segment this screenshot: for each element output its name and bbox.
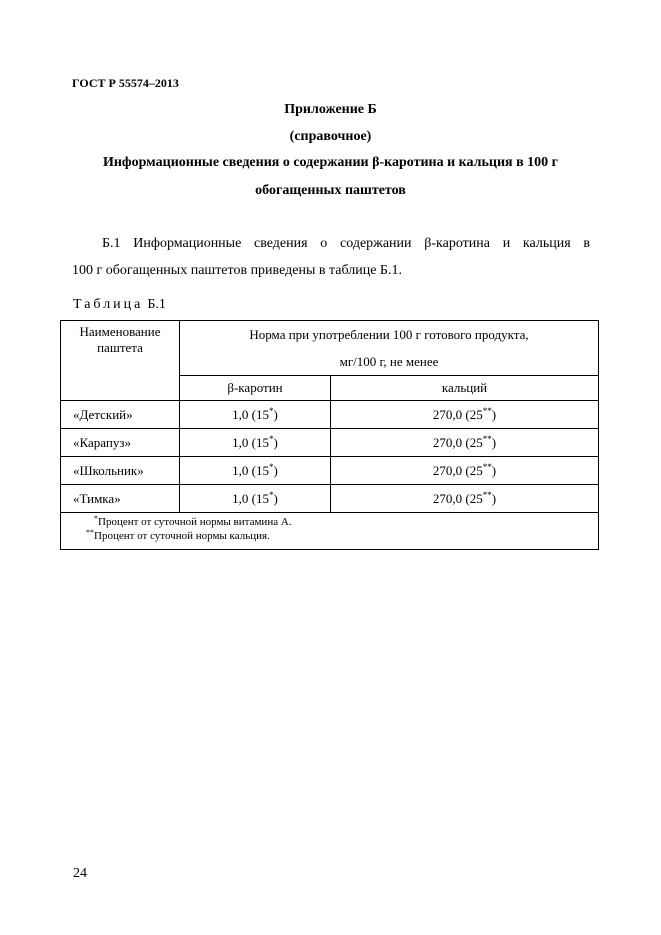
table-row xyxy=(61,457,599,485)
row-beta-value: 1,0 (15*) xyxy=(180,429,331,457)
appendix-type: (справочное) xyxy=(289,129,372,144)
footnote-vitamin-a: *Процент от суточной нормы витамина А. xyxy=(94,514,292,528)
row-calcium-value: 270,0 (25**) xyxy=(331,429,599,457)
row-calcium-value: 270,0 (25**) xyxy=(331,401,599,429)
row-beta-value: 1,0 (15*) xyxy=(180,457,331,485)
header-norm-line2: мг/100 г, не менее xyxy=(339,354,439,369)
page-number: 24 xyxy=(73,866,87,881)
appendix-title-line2: обогащенных паштетов xyxy=(255,183,406,198)
header-beta-carotene: β-каротин xyxy=(180,376,331,401)
header-norm-cell xyxy=(180,321,599,376)
header-calcium: кальций xyxy=(331,376,599,401)
row-name: «Карапуз» xyxy=(61,429,180,457)
appendix-label: Приложение Б xyxy=(284,102,377,117)
document-header: ГОСТ Р 55574–2013 xyxy=(72,76,179,90)
row-name: «Тимка» xyxy=(61,485,180,513)
table-caption xyxy=(73,297,166,313)
row-calcium-value: 270,0 (25**) xyxy=(331,485,599,513)
header-name-cell: Наименование паштета xyxy=(61,321,180,401)
row-beta-value: 1,0 (15*) xyxy=(180,401,331,429)
row-name: «Школьник» xyxy=(61,457,180,485)
paragraph-line1: Б.1 Информационные сведения о содержании β-каротина и кальция в xyxy=(102,236,590,251)
paragraph-line2: 100 г обогащенных паштетов приведены в таблице Б.1. xyxy=(72,263,402,278)
footnote-calcium: **Процент от суточной нормы кальция. xyxy=(86,528,270,542)
row-calcium-value: 270,0 (25**) xyxy=(331,457,599,485)
header-norm-line1: Норма при употреблении 100 г готового продукта, xyxy=(249,327,529,342)
table-footnotes xyxy=(61,513,599,550)
table-row xyxy=(61,429,599,457)
table-caption-number: Б.1 xyxy=(147,297,166,312)
table-row xyxy=(61,401,599,429)
table-row xyxy=(61,485,599,513)
row-name: «Детский» xyxy=(61,401,180,429)
row-beta-value: 1,0 (15*) xyxy=(180,485,331,513)
data-table xyxy=(60,320,599,550)
table-caption-word: Таблица xyxy=(73,297,144,312)
appendix-title-line1: Информационные сведения о содержании β-каротина и кальция в 100 г xyxy=(102,155,559,170)
